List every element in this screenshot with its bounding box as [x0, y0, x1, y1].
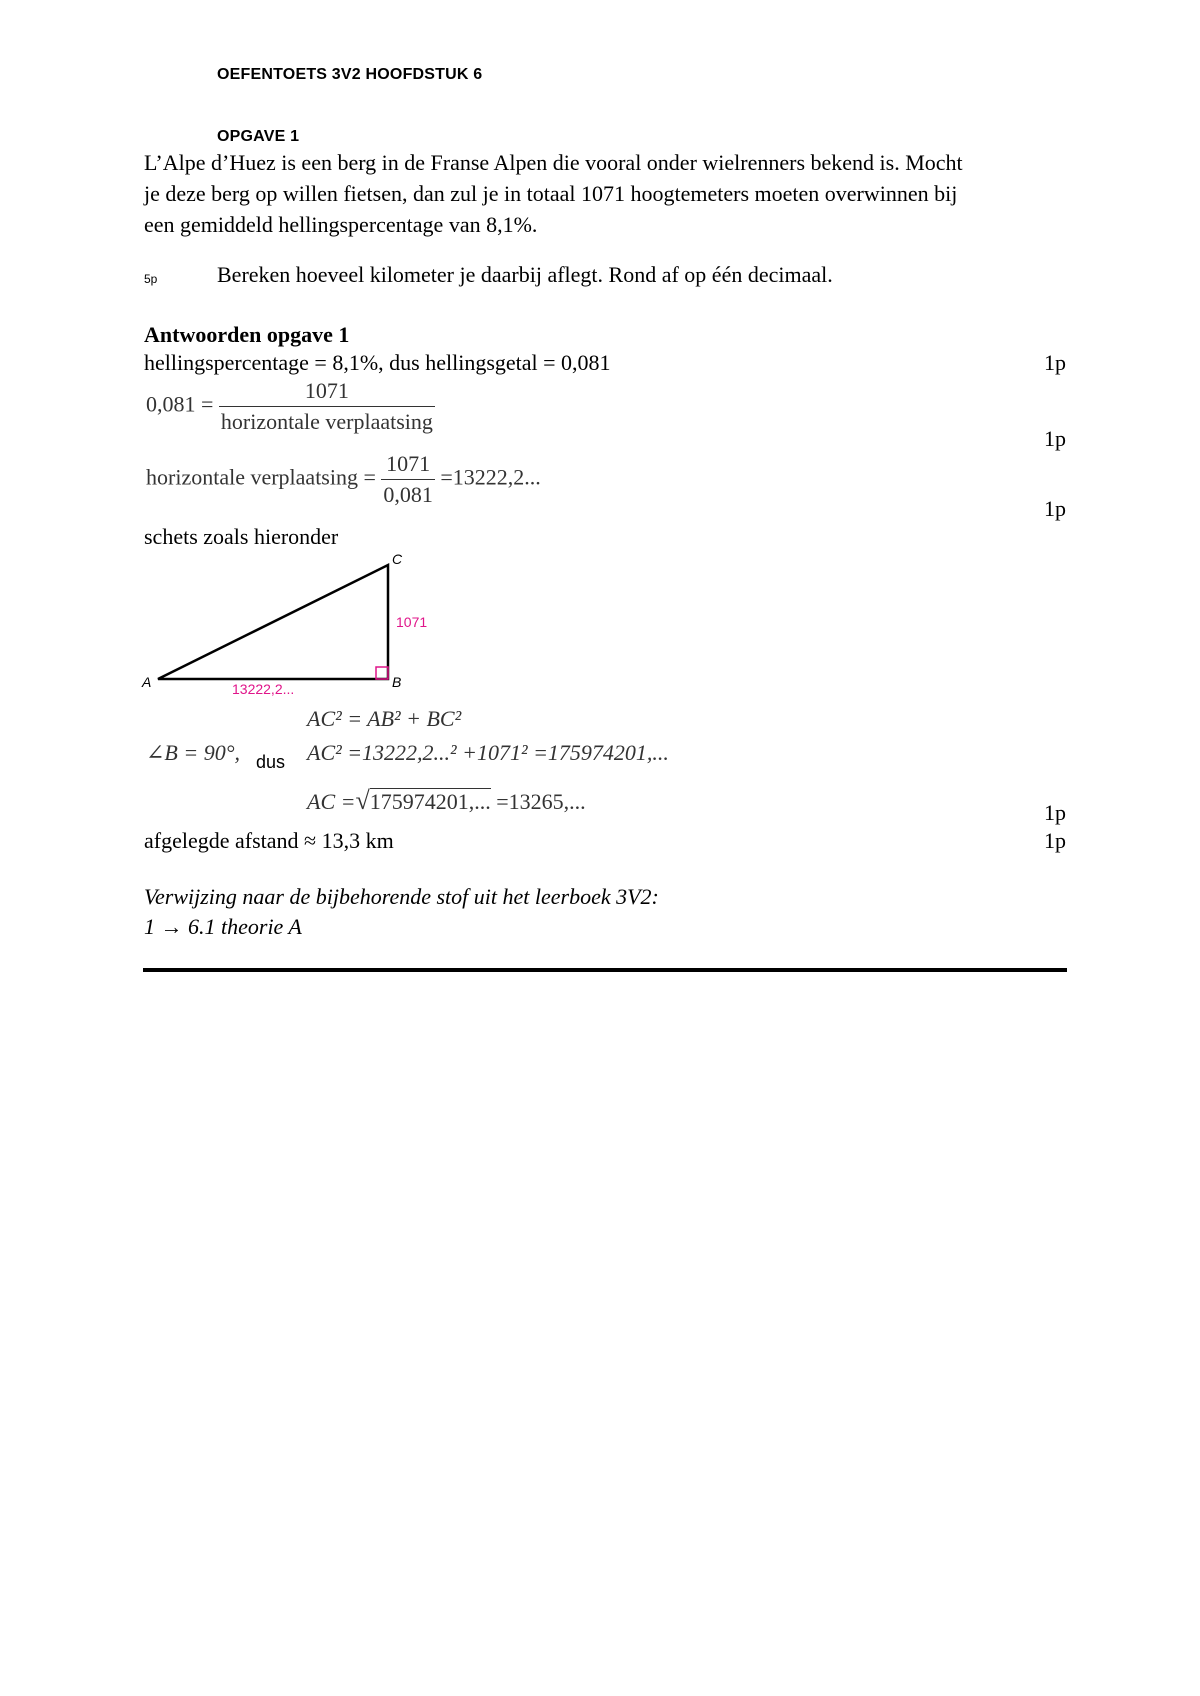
equation-2-lhs: horizontale verplaatsing = — [146, 464, 376, 490]
vertex-b-label: B — [392, 674, 402, 690]
exercise-text-line-2: je deze berg op willen fietsen, dan zul je in totaal 1071 hoogtemeters moeten overwinnen bij — [144, 181, 958, 206]
vertex-c-label: C — [392, 551, 403, 567]
triangle-sketch — [140, 548, 460, 698]
equation-1-denominator: horizontale verplaatsing — [220, 409, 433, 434]
equation-2-rhs: =13222,2... — [440, 464, 541, 490]
points-label-3: 1p — [1044, 496, 1066, 521]
pythagoras-3-rhs: =13265,... — [496, 789, 586, 814]
bottom-divider — [143, 968, 1067, 972]
exercise-text-line-1: L’Alpe d’Huez is een berg in de Franse Alpen die vooral onder wielrenners bekend is. Mocht — [144, 150, 963, 175]
points-label-5: 1p — [1044, 828, 1066, 853]
pythagoras-line-1: AC² = AB² + BC² — [307, 706, 462, 731]
exercise-text-line-3: een gemiddeld hellingspercentage van 8,1%. — [144, 212, 538, 237]
right-angle-marker — [376, 667, 388, 679]
pythagoras-3-lhs: AC = — [307, 789, 356, 814]
side-ab-label: 13222,2... — [232, 681, 295, 697]
reference-line-1: Verwijzing naar de bijbehorende stof uit het leerboek 3V2: — [144, 884, 659, 909]
answers-heading: Antwoorden opgave 1 — [144, 322, 350, 347]
triangle-shape — [158, 565, 388, 679]
dus-label: dus — [256, 752, 286, 772]
equation-1-numerator: 1071 — [219, 376, 435, 407]
sqrt-symbol: √ — [355, 786, 370, 815]
result-line: afgelegde afstand ≈ 13,3 km — [144, 828, 394, 853]
exercise-heading: OPGAVE 1 — [217, 128, 300, 145]
sketch-label: schets zoals hieronder — [144, 524, 339, 549]
pythagoras-line-3 — [307, 786, 586, 816]
points-label-4: 1p — [1044, 800, 1066, 825]
reference-line-2: 1 → 6.1 theorie A — [144, 914, 302, 939]
equation-2-fraction — [381, 449, 435, 510]
equation-2-numerator: 1071 — [381, 449, 435, 480]
equation-1-lhs: 0,081 = — [146, 391, 214, 417]
points-label-2: 1p — [1044, 426, 1066, 451]
document-title: OEFENTOETS 3V2 HOOFDSTUK 6 — [217, 66, 483, 83]
question-text: Bereken hoeveel kilometer je daarbij aflegt. Rond af op één decimaal. — [217, 262, 833, 287]
equation-1 — [146, 376, 435, 437]
equation-2 — [146, 449, 541, 510]
equation-2-denominator: 0,081 — [383, 482, 433, 507]
answer-line-1: hellingspercentage = 8,1%, dus hellingsgetal = 0,081 — [144, 350, 611, 375]
points-label-1: 1p — [1044, 350, 1066, 375]
question-points: 5p — [144, 272, 158, 286]
equation-1-fraction — [219, 376, 435, 437]
vertex-a-label: A — [142, 674, 152, 690]
angle-b: ∠B = 90°, — [146, 740, 241, 765]
pythagoras-line-2: AC² =13222,2...² +1071² =175974201,... — [307, 740, 669, 765]
pythagoras-3-radicand: 175974201,... — [369, 789, 491, 814]
side-bc-label: 1071 — [396, 614, 428, 630]
